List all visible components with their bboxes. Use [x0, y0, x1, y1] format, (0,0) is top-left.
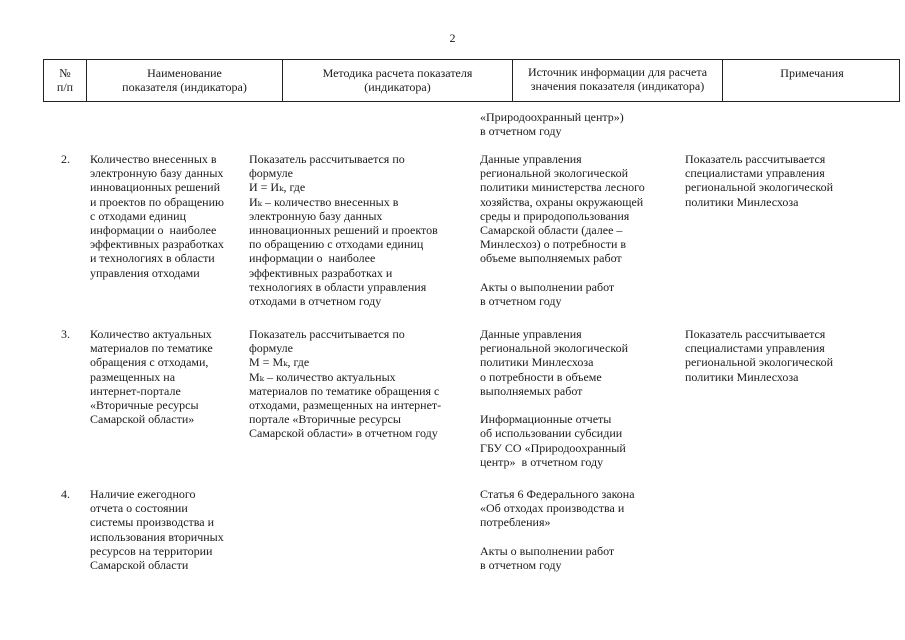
information-source: Данные управления региональной экологической политики министерства лесного хозяйства, охраны окружающей среды и природопользования Самарской области (далее – Минлесхоз) о потребности в объеме выполняемых работ Акты о выполнении работ в отчетном году	[480, 152, 645, 309]
header-information-source: Источник информации для расчета значения показателя (индикатора)	[513, 60, 723, 101]
table-header	[43, 59, 900, 102]
row-number: 2.	[61, 152, 70, 166]
header-calculation-method: Методика расчета показателя (индикатора)	[283, 60, 513, 101]
row-number: 3.	[61, 327, 70, 341]
note: Показатель рассчитывается специалистами управления региональной экологической политики Минлесхоза	[685, 152, 834, 209]
information-source: Статья 6 Федерального закона «Об отходах производства и потребления» Акты о выполнении работ в отчетном году	[480, 487, 635, 573]
note: Показатель рассчитывается специалистами управления региональной экологической политики Минлесхоза	[685, 327, 834, 384]
header-number: № п/п	[44, 60, 87, 101]
page-number: 2	[449, 31, 456, 45]
calculation-method: Показатель рассчитывается по формуле И = Иₖ, где Иₖ – количество внесенных в электронную базу данных инновационных решений и проектов по обращению с отходами единиц информации о наиболее эффективных разработках и технологиях в области управления отходами в отчетном году	[249, 152, 438, 309]
information-source: Данные управления региональной экологической политики Минлесхоза о потребности в объеме выполняемых работ Информационные отчеты об использовании субсидии ГБУ СО «Природоохранный центр» в отчетном году	[480, 327, 629, 469]
indicator-name: Наличие ежегодного отчета о состоянии системы производства и использования вторичных ресурсов на территории Самарской области	[90, 487, 224, 573]
header-notes: Примечания	[780, 66, 844, 80]
header-indicator-name: Наименование показателя (индикатора)	[87, 60, 283, 101]
indicator-name: Количество актуальных материалов по тематике обращения с отходами, размещенных на интернет-портале «Вторичные ресурсы Самарской области»	[90, 327, 213, 427]
indicator-name: Количество внесенных в электронную базу данных инновационных решений и проектов по обращению с отходами единиц информации о наиболее эффективных разработках и технологиях в области управления отходами	[90, 152, 224, 280]
continuation-text: «Природоохранный центр») в отчетном году	[480, 110, 624, 139]
row-number: 4.	[61, 487, 70, 501]
calculation-method: Показатель рассчитывается по формуле М = Мₖ, где Мₖ – количество актуальных материалов по тематике обращения с отходами, размещенных на интернет- портале «Вторичные ресурсы Самарской области» в отчетном году	[249, 327, 442, 441]
